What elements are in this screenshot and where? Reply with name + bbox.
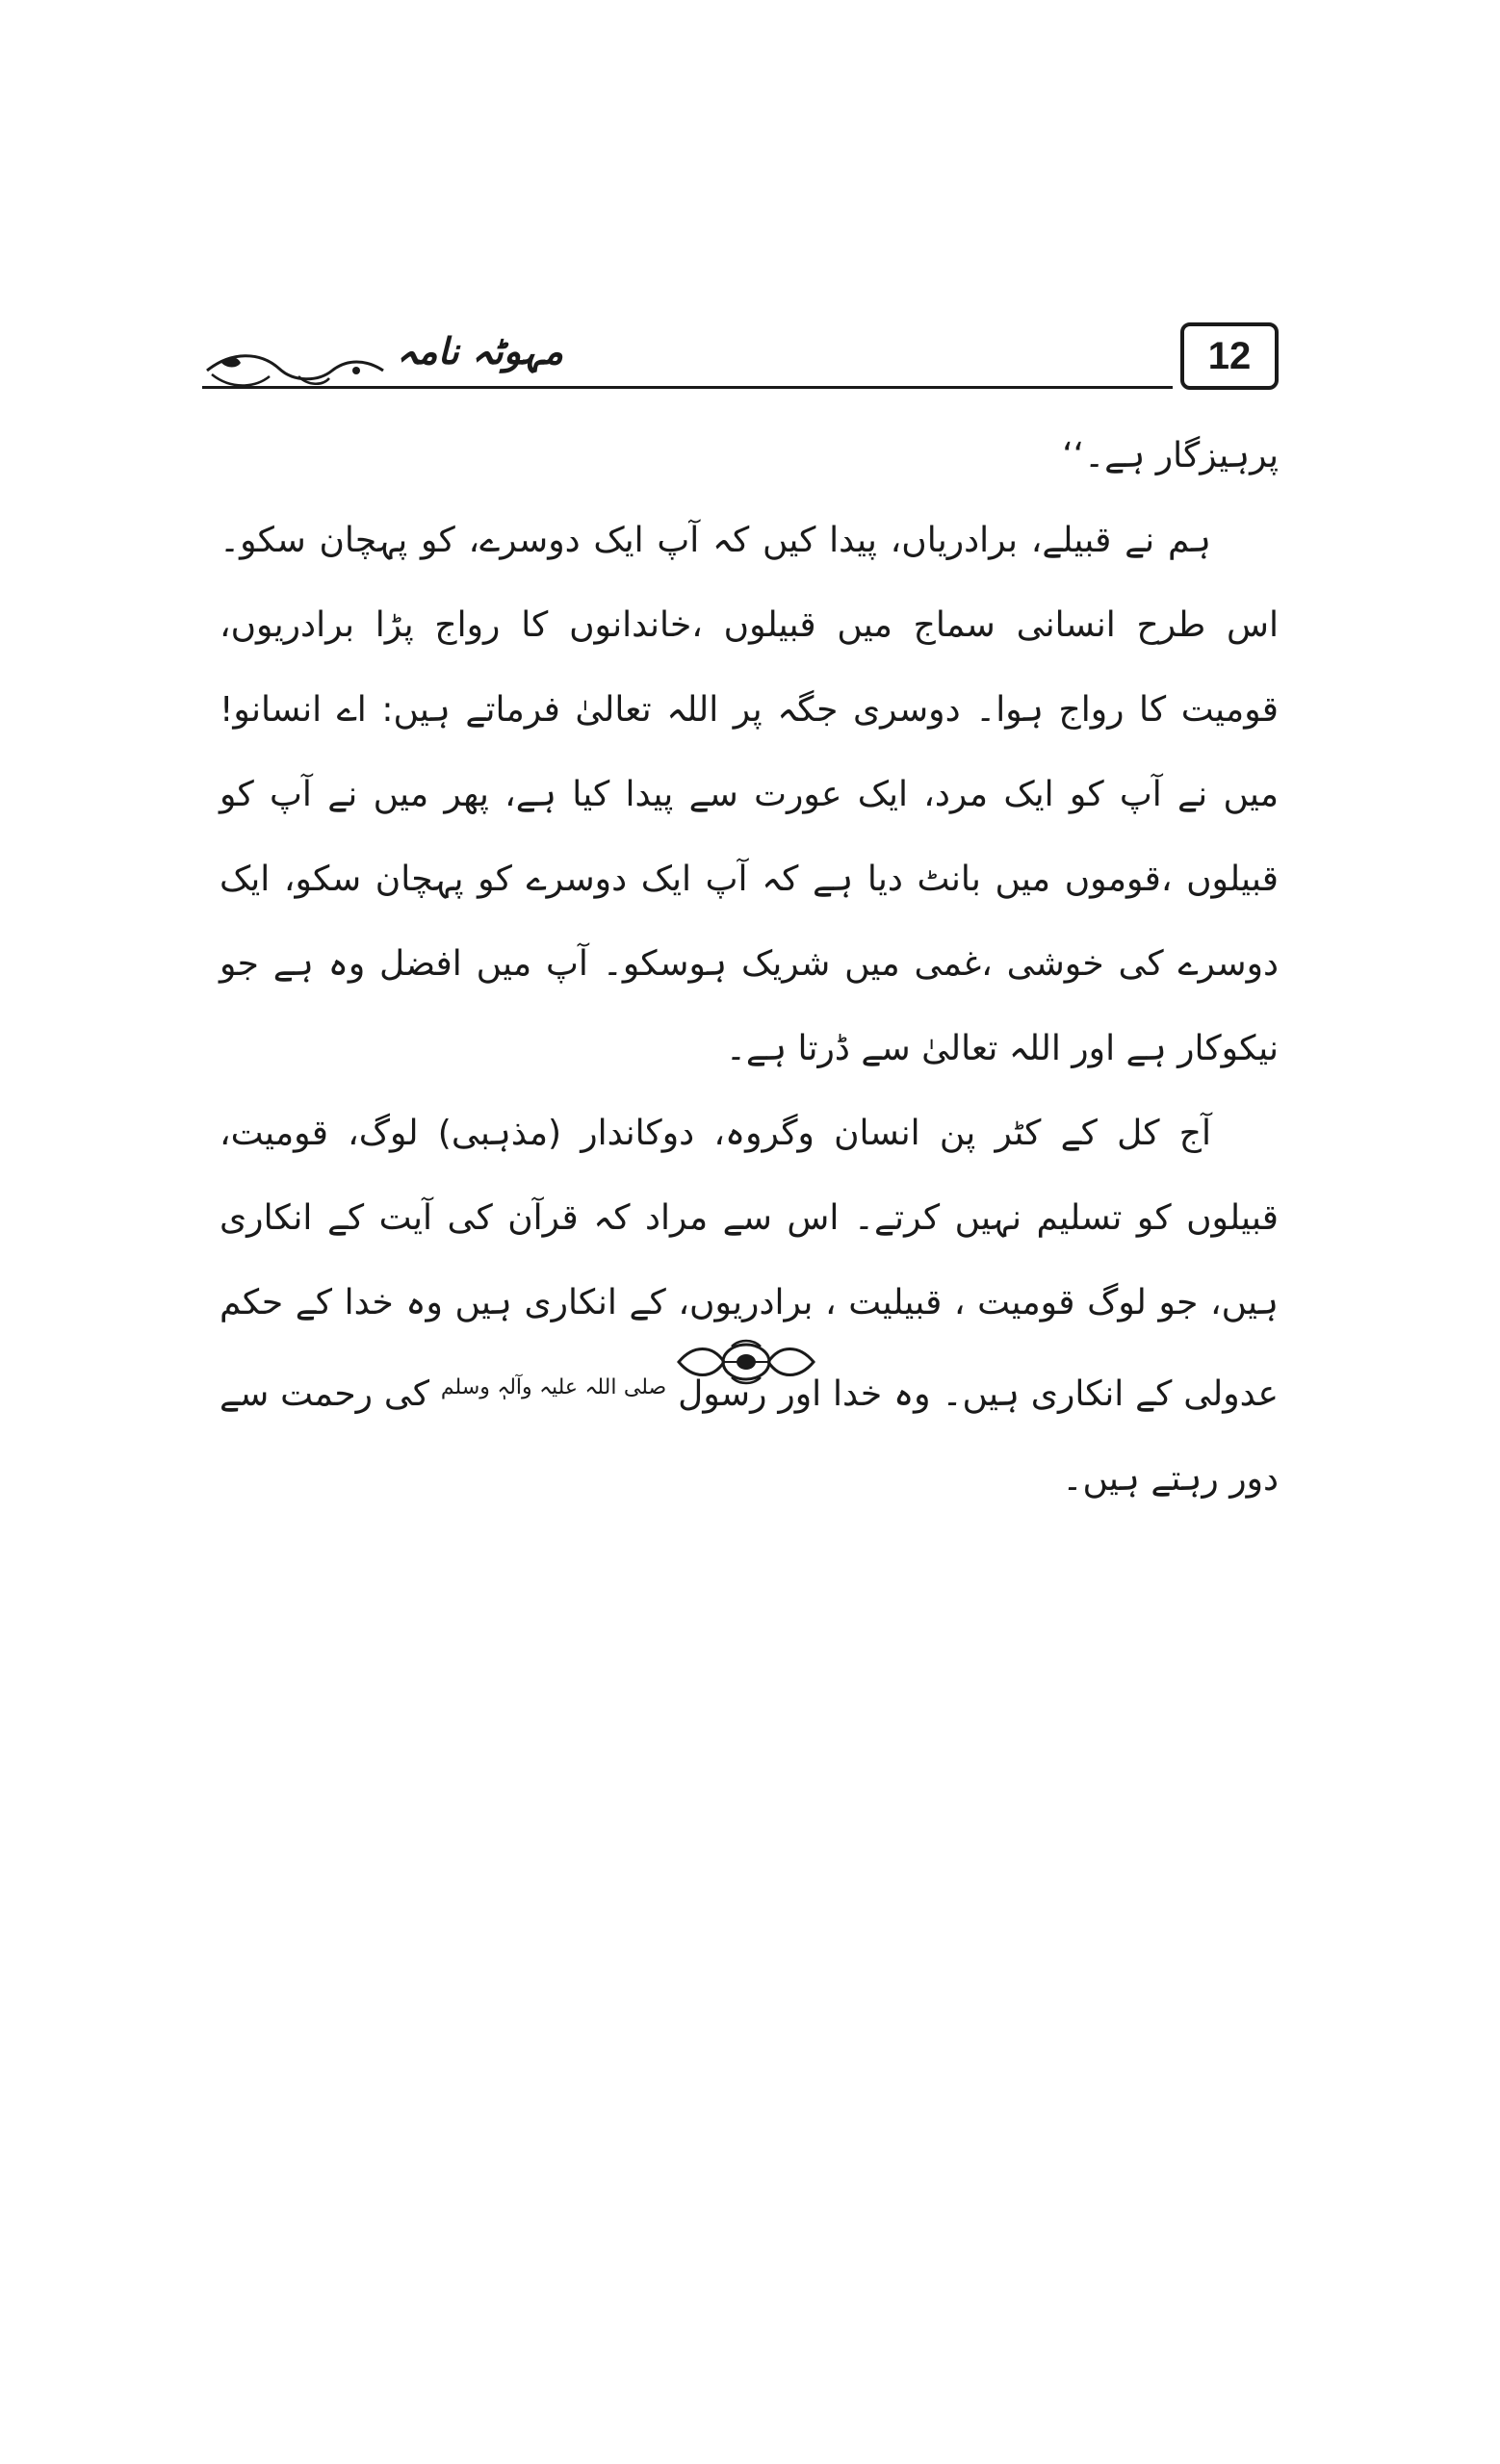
paragraph <box>220 1091 1279 1522</box>
section-end-ornament-icon <box>674 1333 818 1391</box>
paragraph-text-end: کی رحمت سے دور رہتے ہیں۔ <box>220 1374 1279 1499</box>
page-header <box>202 322 1279 399</box>
flourish-ornament-icon <box>202 342 385 396</box>
paragraph-line: پرہیزگار ہے۔‘‘ <box>1062 436 1279 475</box>
honorific-text: صلی اللہ علیہ وآلہٖ وسلم <box>440 1375 667 1399</box>
paragraph: ہم نے قبیلے، برادریاں، پیدا کیں کہ آپ ایک دوسرے، کو پہچان سکو۔ اس طرح انسانی سماج میں قبیلوں ،خاندانوں کا رواج پڑا برادریوں، قومیت کا رواج ہوا۔ دوسری جگہ پر اللہ تعالیٰ فرماتے ہیں: اے انسانو! میں نے آپ کو ایک مرد، ایک عورت سے پیدا کیا ہے، پھر میں نے آپ کو قبیلوں ،قوموں میں بانٹ دیا ہے کہ آپ ایک دوسرے کو پہچان سکو، ایک دوسرے کی خوشی ،غمی میں شریک ہوسکو۔ آپ میں افضل وہ ہے جو نیکوکار ہے اور اللہ تعالیٰ سے ڈرتا ہے۔ <box>220 521 1279 1068</box>
book-title: مہوٹہ نامہ <box>385 330 575 372</box>
page-number: 12 <box>1180 322 1279 390</box>
paragraph-text: آج کل کے کٹر پن انسان وگروہ، دوکاندار (مذہبی) لوگ، قومیت، قبیلوں کو تسلیم نہیں کرتے۔ اس سے مراد کہ قرآن کی آیت کے انکاری ہیں، جو لوگ قومیت ، قبیلیت ، برادریوں، کے انکاری ہیں وہ خدا کے حکم عدولی کے انکاری ہیں۔ وہ خدا اور رسول <box>220 1114 1280 1414</box>
